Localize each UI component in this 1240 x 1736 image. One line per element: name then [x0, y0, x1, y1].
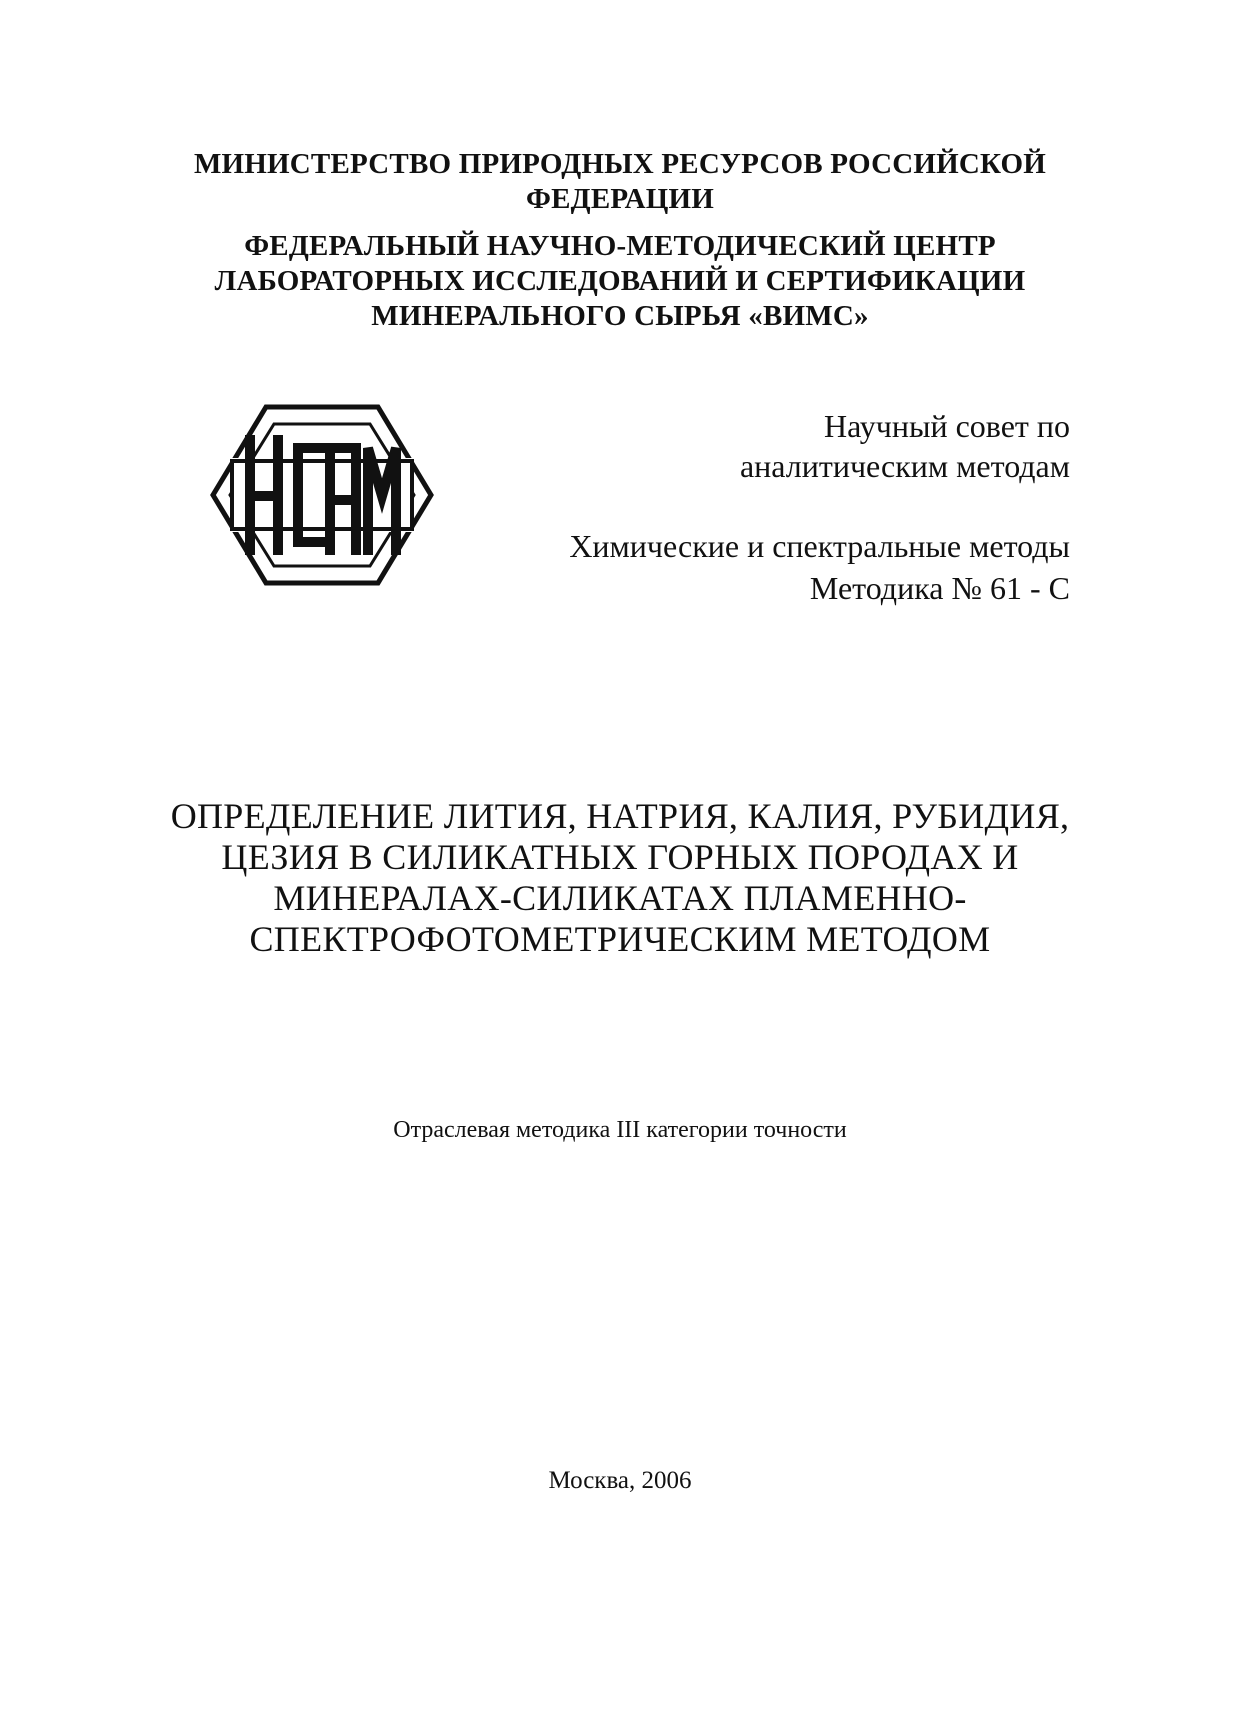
accuracy-category: Отраслевая методика III категории точности: [393, 1117, 847, 1143]
center-line-3: МИНЕРАЛЬНОГО СЫРЬЯ «ВИМС»: [371, 300, 869, 332]
ministry-line-1: МИНИСТЕРСТВО ПРИРОДНЫХ РЕСУРСОВ РОССИЙСКОЙ: [193, 148, 1047, 180]
title-line-1: ОПРЕДЕЛЕНИЕ ЛИТИЯ, НАТРИЯ, КАЛИЯ, РУБИДИЯ,: [170, 796, 1070, 836]
method-line-1: Химические и спектральные методы: [569, 528, 1070, 564]
title-line-2: ЦЕЗИЯ В СИЛИКАТНЫХ ГОРНЫХ ПОРОДАХ И: [221, 837, 1019, 877]
council-line-1: Научный совет по: [824, 408, 1070, 444]
title-line-3: МИНЕРАЛАХ-СИЛИКАТАХ ПЛАМЕННО-: [273, 878, 967, 918]
method-number: Методика № 61 - С: [809, 570, 1070, 606]
ministry-line-2: ФЕДЕРАЦИИ: [526, 183, 714, 215]
council-line-2: аналитическим методам: [739, 448, 1070, 484]
title-line-4: СПЕКТРОФОТОМЕТРИЧЕСКИМ МЕТОДОМ: [249, 919, 991, 959]
center-line-1: ФЕДЕРАЛЬНЫЙ НАУЧНО-МЕТОДИЧЕСКИЙ ЦЕНТР: [244, 230, 996, 262]
city-year: Москва, 2006: [548, 1467, 692, 1494]
center-line-2: ЛАБОРАТОРНЫХ ИССЛЕДОВАНИЙ И СЕРТИФИКАЦИИ: [214, 265, 1026, 297]
nsam-logo-icon: [210, 404, 434, 586]
